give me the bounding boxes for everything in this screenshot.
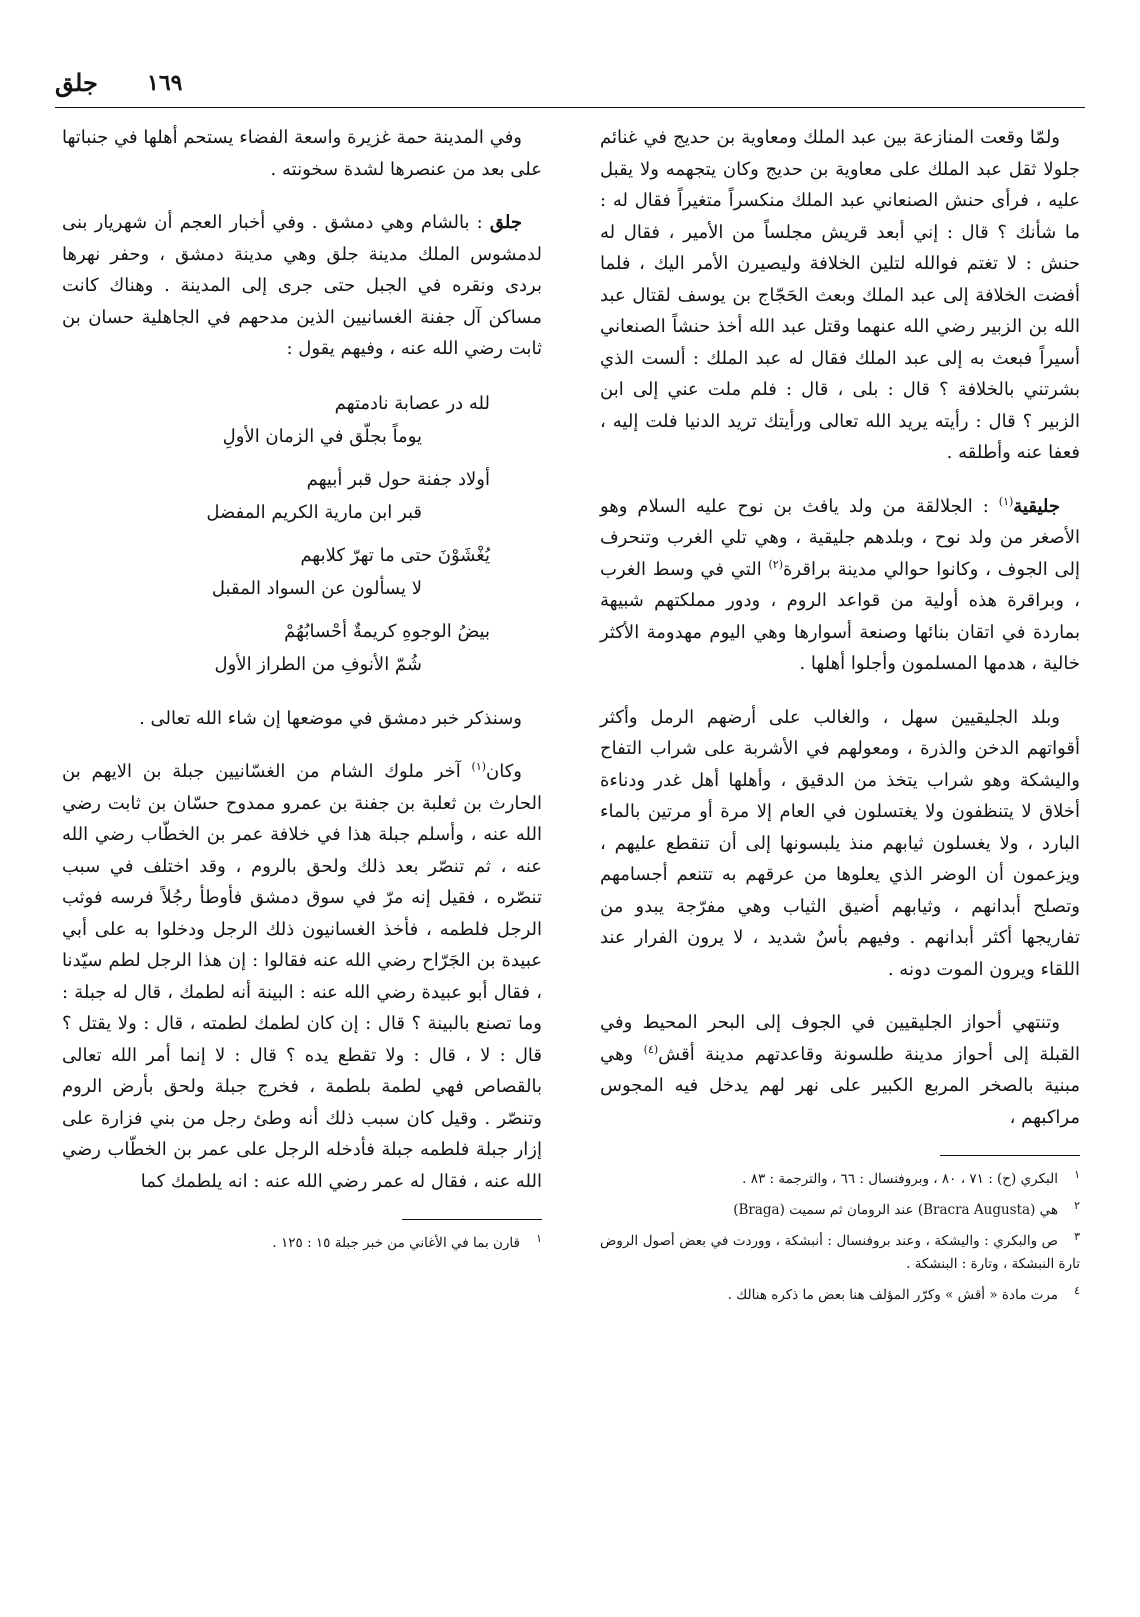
paragraph-jaliqiyin-land: وبلد الجليقيين سهل ، والغالب على أرضهم الرمل وأكثر أقواتهم الدخن والذرة ، ومعولهم في الأشربة على شراب التفاح واليشكة وهو شراب يتخذ من الدقيق ، وأهلها أهل غدر ودناءة أخلاق لا يتنظفون ولا يغتسلون في العام إلا مرة أو مرتين بالماء البارد ، ولا يغسلون ثيابهم منذ يلبسونها إلى أن تنقطع عليهم ، ويزعمون أن الوضر الذي يعلوها من عرقهم به تتنعم أجسامهم وتصلح أبدانهم ، وثيابهم أضيق الثياب وهي مفرّجة يبدو من تفاريجها أكثر أبدانهم . وفيهم بأسٌ شديد ، لا يرون الفرار عند اللقاء ويرون الموت دونه . bbox=[600, 706, 1080, 980]
footnote-text: البكري (ح) : ٧١ ، ٨٠ ، وبروفنسال : ٦٦ ، والترجمة : ٨٣ . bbox=[742, 1171, 1058, 1187]
footnotes bbox=[600, 1168, 1080, 1307]
page-number: ١٦٩ bbox=[147, 70, 183, 96]
page-header bbox=[55, 62, 1085, 102]
verse-second-half: يوماً بجلّق في الزمان الأولِ bbox=[222, 425, 422, 447]
poem-verse bbox=[62, 615, 542, 681]
jabala-text-a: وكان bbox=[486, 761, 522, 782]
left-column bbox=[62, 122, 542, 1263]
verse-second-half: قبر ابن مارية الكريم المفضل bbox=[206, 501, 422, 523]
paragraph-borders bbox=[600, 1007, 1080, 1133]
entry-jillaq bbox=[62, 207, 542, 365]
header-rule bbox=[55, 107, 1085, 108]
footnote-ref-4: (٤) bbox=[643, 1042, 659, 1056]
paragraph-hot-spring: وفي المدينة حمة غزيرة واسعة الفضاء يستحم أهلها في جنباتها على بعد من عنصرها لشدة سخونته . bbox=[62, 127, 542, 180]
entry-text-b: التي في وسط الغرب ، وبراقرة هذه أولية من قواعد الروم ، ودور مملكتهم شبيهة بماردة في اتقان بنائها وصنعة أسوارها وهي اليوم مهدومة الأكثر خالية ، هدمها المسلمون وأجلوا أهلها . bbox=[600, 558, 1080, 674]
footnote: ١البكري (ح) : ٧١ ، ٨٠ ، وبروفنسال : ٦٦ ، والترجمة : ٨٣ . bbox=[742, 1167, 1080, 1187]
verse-first-half: بيضُ الوجوهِ كريمةٌ أحْسابُهُمْ bbox=[284, 620, 490, 642]
verse-second-half: شُمّ الأنوفِ من الطراز الأول bbox=[214, 653, 422, 675]
poem-verse bbox=[62, 387, 542, 453]
jabala-text-b: آخر ملوك الشام من الغسّانيين جبلة بن الايهم بن الحارث بن ثعلبة بن جفنة بن عمرو ممدوح حسّان بن ثابت رضي الله عنه ، وأسلم جبلة هذا في خلافة عمر بن الخطّاب رضي الله عنه ، ثم تنصّر بعد ذلك ولحق بالروم ، وقد اختلف في سبب تنصّره ، فقيل إنه مرّ في سوق دمشق فأوطأ رجُلاً فرسه فوثب الرجل فلطمه ، فأخذ الغسانيون ذلك الرجل ودخلوا به على أبي عبيدة بن الجَرّاح رضي الله عنه فقالوا : إن هذا الرجل لطم سيّدنا ، فقال أبو عبيدة رضي الله عنه : البينة أنه لطمك ، قال له جبلة : وما تصنع بالبينة ؟ قال : إن كان لطمك لطمته ، قال : ولا يقتل ؟ قال : لا ، قال : ولا تقطع يده ؟ قال : لا إنما أمر الله تعالى بالقصاص فهي لطمة بلطمة ، فخرج جبلة ولحق بأرض الروم وتنصّر . وقيل كان سبب ذلك أنه وطئ رجل من بني فزارة على إزار جبلة فلطمه جبلة فأدخله الرجل على عمر بن الخطّاب رضي الله عنه ، فقال له عمر رضي الله عنه : انه يلطمك كما bbox=[62, 761, 542, 1192]
footnote: ٢هي (Bracra Augusta) عند الرومان ثم سميت (Braga) bbox=[733, 1198, 1080, 1218]
footnote-text: ص والبكري : واليشكة ، وعند بروفنسال : أنبشكة ، ووردت في بعض أصول الروض تارة النبشكة ، وتارة : البنشكة . bbox=[600, 1233, 1080, 1272]
poem bbox=[62, 387, 542, 681]
entry-jaliqiya bbox=[600, 491, 1080, 680]
entry-text: : بالشام وهي دمشق . وفي أخبار العجم أن شهريار بنى لدمشوس الملك مدينة جلق وهي مدينة دمشق ، وحفر نهرها بردى ونقره في الجبل حتى جرى إلى المدينة . وهناك كانت مساكن آل جفنة الغسانيين الذين مدحهم في الجاهلية حسان بن ثابت رضي الله عنه ، وفيهم يقول : bbox=[62, 212, 542, 359]
entry-title-jaliqiya: جليقية bbox=[1013, 495, 1060, 517]
footnote: ١قارن بما في الأغاني من خبر جبلة ١٥ : ١٢٥ . bbox=[272, 1231, 542, 1251]
footnote-ref-1: (١) bbox=[471, 760, 487, 773]
borders-text-b: وهي مبنية بالصخر المربع الكبير على نهر لهم يدخل فيه المجوس مراكبهم ، bbox=[600, 1043, 1080, 1128]
footnote-text: قارن بما في الأغاني من خبر جبلة ١٥ : ١٢٥ . bbox=[272, 1235, 520, 1251]
footnote-rule bbox=[940, 1155, 1080, 1156]
footnote: ٤مرت مادة « أقش » وكرّر المؤلف هنا بعض ما ذكره هنالك . bbox=[727, 1283, 1080, 1303]
verse-first-half: يُغْشَوْنَ حتى ما تهرّ كلابهم bbox=[300, 544, 490, 566]
running-title: جلق bbox=[55, 68, 98, 97]
paragraph-damascus-note: وسنذكر خبر دمشق في موضعها إن شاء الله تعالى . bbox=[139, 707, 522, 729]
paragraph-abdulmalik: ولمّا وقعت المنازعة بين عبد الملك ومعاوية بن حديج في غنائم جلولا ثقل عبد الملك على معاوية بن حديج وكان يتجهمه ولا يقبل عليه ، فرأى حنش الصنعاني عبد الملك منكسراً متغيراً فقال له : ما شأنك ؟ قال : إني أبعد قريش مجلساً من الأمير ، فقال له حنش : لا تغتم فوالله لتلين الخلافة وليصيرن الأمر اليك ، فلما أفضت الخلافة إلى عبد الملك وبعث الحَجّاج بن يوسف لقتال عبد الله بن الزبير رضي الله عنهما وقتل عبد الله أخذ حنشاً الصنعاني أسيراً فبعث به إلى عبد الملك فقال له عبد الملك : ألست الذي بشرتني بالخلافة ؟ قال : بلى ، قال : فلم ملت عني إلى ابن الزبير ؟ قال : رأيته يريد الله تعالى ورأيتك تريد الدنيا فلت إليه ، فعفا عنه وأطلقه . bbox=[600, 127, 1080, 463]
footnote-text: هي (Bracra Augusta) عند الرومان ثم سميت (Braga) bbox=[733, 1202, 1058, 1218]
footnote-ref-2: (٢) bbox=[768, 557, 783, 571]
paragraph-jabala bbox=[62, 756, 542, 1197]
footnote: ٣ص والبكري : واليشكة ، وعند بروفنسال : أنبشكة ، ووردت في بعض أصول الروض تارة النبشكة ، وتارة : البنشكة . bbox=[600, 1229, 1080, 1272]
verse-first-half: لله در عصابة نادمتهم bbox=[334, 392, 490, 414]
verse-second-half: لا يسألون عن السواد المقبل bbox=[211, 577, 422, 599]
footnote-rule bbox=[402, 1219, 542, 1220]
poem-verse bbox=[62, 463, 542, 529]
footnote-text: مرت مادة « أقش » وكرّر المؤلف هنا بعض ما ذكره هنالك . bbox=[727, 1287, 1058, 1303]
footnote-ref-1: (١) bbox=[998, 494, 1014, 508]
right-column bbox=[600, 122, 1080, 1315]
verse-first-half: أولاد جفنة حول قبر أبيهم bbox=[306, 468, 490, 490]
entry-text-a: : الجلالقة من ولد يافث بن نوح عليه السلام وهو الأصغر من ولد نوح ، وبلدهم جليقية ، وهي تلي الغرب وتنحرف إلى الجوف ، وكانوا حوالي مدينة براقرة bbox=[600, 495, 1080, 580]
borders-text-a: وتنتهي أحواز الجليقيين في الجوف إلى البحر المحيط وفي القبلة إلى أحواز مدينة طلسونة وقاعدتهم مدينة أقش bbox=[600, 1012, 1080, 1065]
entry-title-jillaq: جلق bbox=[489, 212, 522, 233]
poem-verse bbox=[62, 539, 542, 605]
